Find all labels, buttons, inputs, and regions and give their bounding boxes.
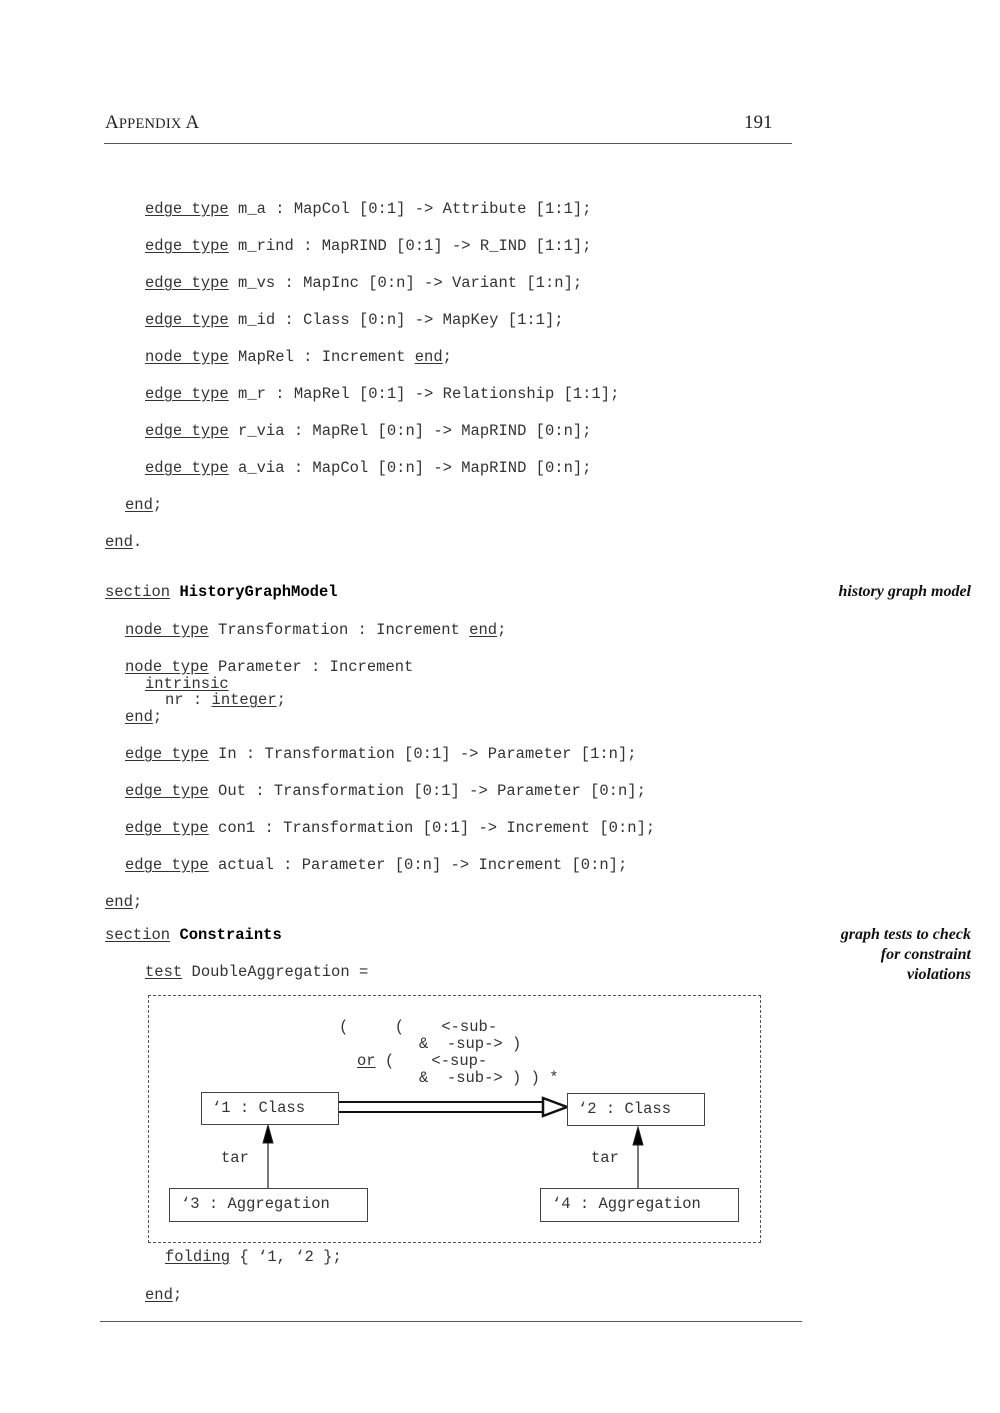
code-line-in: edge type In : Transformation [0:1] -> Parameter [1:n]; bbox=[125, 745, 637, 763]
margin-note-history: history graph model bbox=[838, 583, 971, 600]
code-line-section-end: end; bbox=[105, 893, 143, 911]
section-constraints-name: Constraints bbox=[179, 926, 282, 944]
code-line-parameter-end: end; bbox=[125, 708, 163, 726]
chapter-heading-initial: A bbox=[105, 112, 119, 133]
edge-label-tar-right: tar bbox=[591, 1149, 619, 1167]
code-line-m-vs: edge type m_vs : MapInc [0:n] -> Variant [1:n]; bbox=[145, 274, 583, 292]
section-history-heading: section HistoryGraphModel bbox=[105, 583, 338, 601]
section-history-name: HistoryGraphModel bbox=[179, 583, 338, 601]
margin-note-constraints: graph tests to check for constraint violations bbox=[840, 926, 971, 983]
chapter-heading-letter: A bbox=[185, 112, 200, 133]
code-line-con1: edge type con1 : Transformation [0:1] -> Increment [0:n]; bbox=[125, 819, 656, 837]
edge-label-tar-left: tar bbox=[221, 1149, 249, 1167]
node-aggregation-4: ‘4 : Aggregation bbox=[540, 1188, 739, 1222]
code-line-out: edge type Out : Transformation [0:1] -> Parameter [0:n]; bbox=[125, 782, 646, 800]
code-line-nr: nr : integer; bbox=[165, 691, 286, 709]
code-line-test-end: end; bbox=[145, 1286, 183, 1304]
code-line-m-rind: edge type m_rind : MapRIND [0:1] -> R_IND [1:1]; bbox=[145, 237, 592, 255]
code-line-test: test DoubleAggregation = bbox=[145, 963, 369, 981]
node-aggregation-3: ‘3 : Aggregation bbox=[169, 1188, 368, 1222]
code-line-m-id: edge type m_id : Class [0:n] -> MapKey [1:1]; bbox=[145, 311, 564, 329]
code-line-parameter: node type Parameter : Increment bbox=[125, 658, 414, 676]
code-line-r-via: edge type r_via : MapRel [0:n] -> MapRIND [0:n]; bbox=[145, 422, 592, 440]
footer-rule bbox=[100, 1321, 802, 1322]
code-line-end-inner: end; bbox=[125, 496, 163, 514]
code-line-intrinsic: intrinsic bbox=[145, 675, 229, 693]
code-line-a-via: edge type a_via : MapCol [0:n] -> MapRIND [0:n]; bbox=[145, 459, 592, 477]
chapter-heading-rest: PPENDIX bbox=[118, 116, 182, 132]
node-class-2: ‘2 : Class bbox=[567, 1093, 705, 1126]
code-line-actual: edge type actual : Parameter [0:n] -> Increment [0:n]; bbox=[125, 856, 628, 874]
double-aggregation-diagram bbox=[148, 995, 761, 1243]
chapter-heading bbox=[105, 112, 199, 134]
code-line-m-a: edge type m_a : MapCol [0:1] -> Attribute [1:1]; bbox=[145, 200, 592, 218]
code-line-end-outer: end. bbox=[105, 533, 143, 551]
path-expression-line-3: or ( <-sup- bbox=[357, 1052, 488, 1070]
code-line-transformation: node type Transformation : Increment end; bbox=[125, 621, 507, 639]
header-rule bbox=[104, 143, 792, 144]
node-class-1: ‘1 : Class bbox=[201, 1092, 339, 1125]
section-constraints-heading: section Constraints bbox=[105, 926, 282, 944]
path-expression-line-1: ( ( <-sub- bbox=[339, 1018, 498, 1036]
path-expression-line-2: & -sup-> ) bbox=[419, 1035, 522, 1053]
path-expression-line-4: & -sub-> ) ) * bbox=[419, 1069, 559, 1087]
tar-edge-left bbox=[263, 1125, 273, 1188]
code-line-maprel: node type MapRel : Increment end; bbox=[145, 348, 452, 366]
code-line-m-r: edge type m_r : MapRel [0:1] -> Relationship [1:1]; bbox=[145, 385, 620, 403]
code-line-folding: folding { ‘1, ‘2 }; bbox=[165, 1248, 342, 1266]
path-expression-arrow bbox=[339, 1098, 567, 1116]
page-number: 191 bbox=[744, 112, 773, 133]
tar-edge-right bbox=[633, 1127, 643, 1188]
